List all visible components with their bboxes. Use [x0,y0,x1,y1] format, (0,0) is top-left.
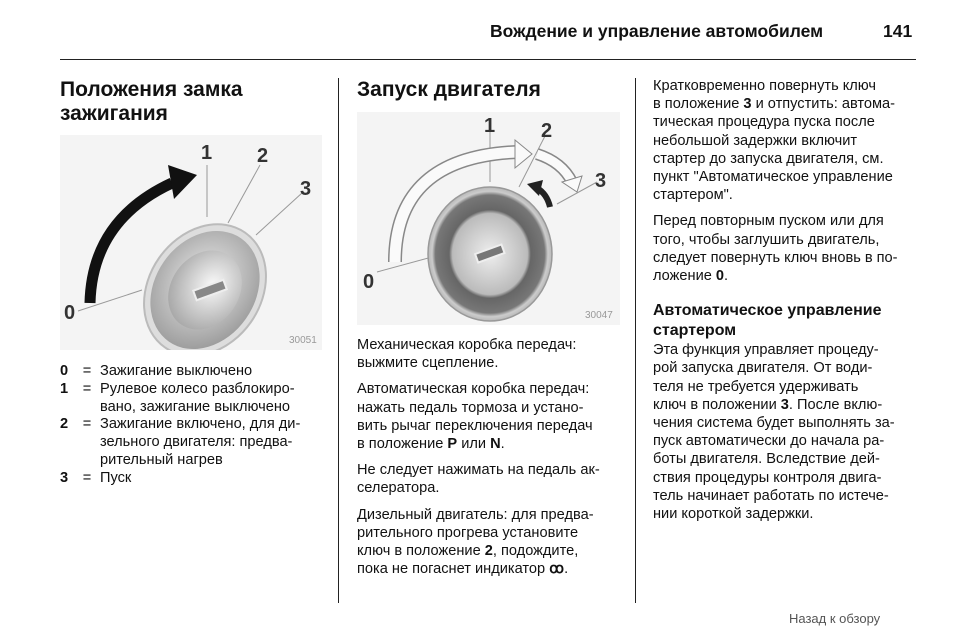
heading-line: стартером [653,322,737,340]
text-line: Автоматическая коробка передач: [357,381,590,398]
heading-line: Положения замка [60,78,243,101]
text-line: ключ в положение 2, подождите, [357,543,579,560]
text-line: тель начинает работать по истече- [653,487,889,504]
engine-start-text [357,336,600,586]
legend-item [60,416,300,469]
heading-engine-start: Запуск двигателя [357,78,541,101]
legend-description [100,416,300,469]
paragraph [653,77,898,204]
text-line: в положение P или N. [357,436,505,453]
text-line: Пуск [100,469,132,486]
figure-ref: 30047 [585,310,613,321]
back-to-overview-link[interactable]: Назад к обзору [789,611,881,626]
text-line: ствия процедуры контроля двига- [653,469,882,486]
text-line: в положение 3 и отпустить: автома- [653,96,896,113]
bold-term: 0 [715,268,725,285]
legend-equals: = [82,416,92,433]
text-line: ключ в положении 3. После вклю- [653,396,883,413]
text-line: пуск автоматически до начала ра- [653,433,885,450]
column-ignition-positions [60,78,243,126]
ignition-lock-figure [60,135,322,350]
page-number: 141 [883,21,913,41]
text-line: рительного прогрева установите [357,524,579,541]
position-label-2: 2 [257,145,269,167]
text-line: того, чтобы заглушить двигатель, [653,231,880,248]
paragraph [357,380,600,453]
legend-key: 3 [60,469,69,486]
text-line: Эта функция управляет процеду- [653,342,879,359]
bold-term: P [447,436,458,453]
position-label-1: 1 [201,142,213,164]
heading-ignition-positions [60,78,243,126]
bold-term: ꝏ [549,561,565,578]
column-engine-start [357,78,541,102]
legend-key: 2 [60,416,69,433]
legend-item [60,381,300,417]
paragraph [357,461,600,497]
text-line: Зажигание включено, для ди- [100,416,301,433]
paragraph [653,212,898,285]
text-line: пункт "Автоматическое управление [653,169,893,186]
bold-term: 2 [484,543,493,560]
text-line: Рулевое колесо разблокиро- [100,380,295,397]
column-continued [653,77,898,531]
text-line: нии короткой задержки. [653,506,814,523]
text-line: рительный нагрев [100,451,223,468]
legend-key: 1 [60,380,69,397]
section-title: Вождение и управление автомобилем [490,21,824,41]
auto-starter-text [653,341,898,523]
legend-equals: = [82,380,92,397]
text-line: боты двигателя. Вследствие дей- [653,451,880,468]
figure-ref: 30051 [289,335,317,346]
text-line: чения система будет выполнять за- [653,415,895,432]
legend-item [60,363,300,381]
position-label-0: 0 [363,271,375,293]
column-divider [338,78,339,603]
heading-auto-starter-control [653,301,898,341]
heading-line: Автоматическое управление [653,302,882,320]
text-line: Дизельный двигатель: для предва- [357,506,594,523]
text-line: теля не требуется удерживать [653,378,859,395]
header-divider [60,59,916,60]
legend-key: 0 [60,363,69,379]
paragraph [357,506,600,579]
text-line: стартером". [653,187,733,204]
paragraph [653,341,898,523]
paragraph [357,336,600,372]
text-line: вано, зажигание выключено [100,398,291,415]
position-label-2: 2 [541,120,553,142]
text-line: нажать педаль тормоза и устано- [357,399,584,416]
column-divider [635,78,636,603]
bold-term: 3 [780,396,789,413]
bold-term: 3 [743,96,752,113]
legend-equals: = [82,469,92,486]
text-line: Перед повторным пуском или для [653,213,884,230]
text-line: выжмите сцепление. [357,355,499,372]
text-line: селератора. [357,480,440,497]
engine-start-figure [357,112,620,325]
text-line: небольшой задержки включит [653,132,858,149]
position-label-0: 0 [64,302,76,324]
text-line: рой запуска двигателя. От води- [653,360,873,377]
text-line: вить рычаг переключения передач [357,417,593,434]
bold-term: N [490,436,501,453]
text-line: Кратковременно повернуть ключ [653,78,877,94]
text-line: ложение 0. [653,268,729,285]
text-line: Зажигание выключено [100,363,253,379]
position-label-1: 1 [484,115,496,137]
legend-description [100,470,131,488]
legend-description [100,381,295,417]
legend-item [60,470,300,488]
start-instructions-text [653,77,898,285]
position-legend [60,363,300,488]
text-line: следует повернуть ключ вновь в по- [653,249,898,266]
text-line: пока не погаснет индикатор ꝏ. [357,561,569,578]
legend-description [100,363,252,381]
position-label-3: 3 [595,170,607,192]
text-line: Не следует нажимать на педаль ак- [357,462,600,479]
text-line: зельного двигателя: предва- [100,434,293,451]
text-line: Механическая коробка передач: [357,337,577,353]
heading-line: зажигания [60,102,168,125]
position-label-3: 3 [300,178,312,200]
text-line: стартер до запуска двигателя, см. [653,150,884,167]
legend-equals: = [82,363,92,379]
text-line: тическая процедура пуска после [653,114,875,131]
